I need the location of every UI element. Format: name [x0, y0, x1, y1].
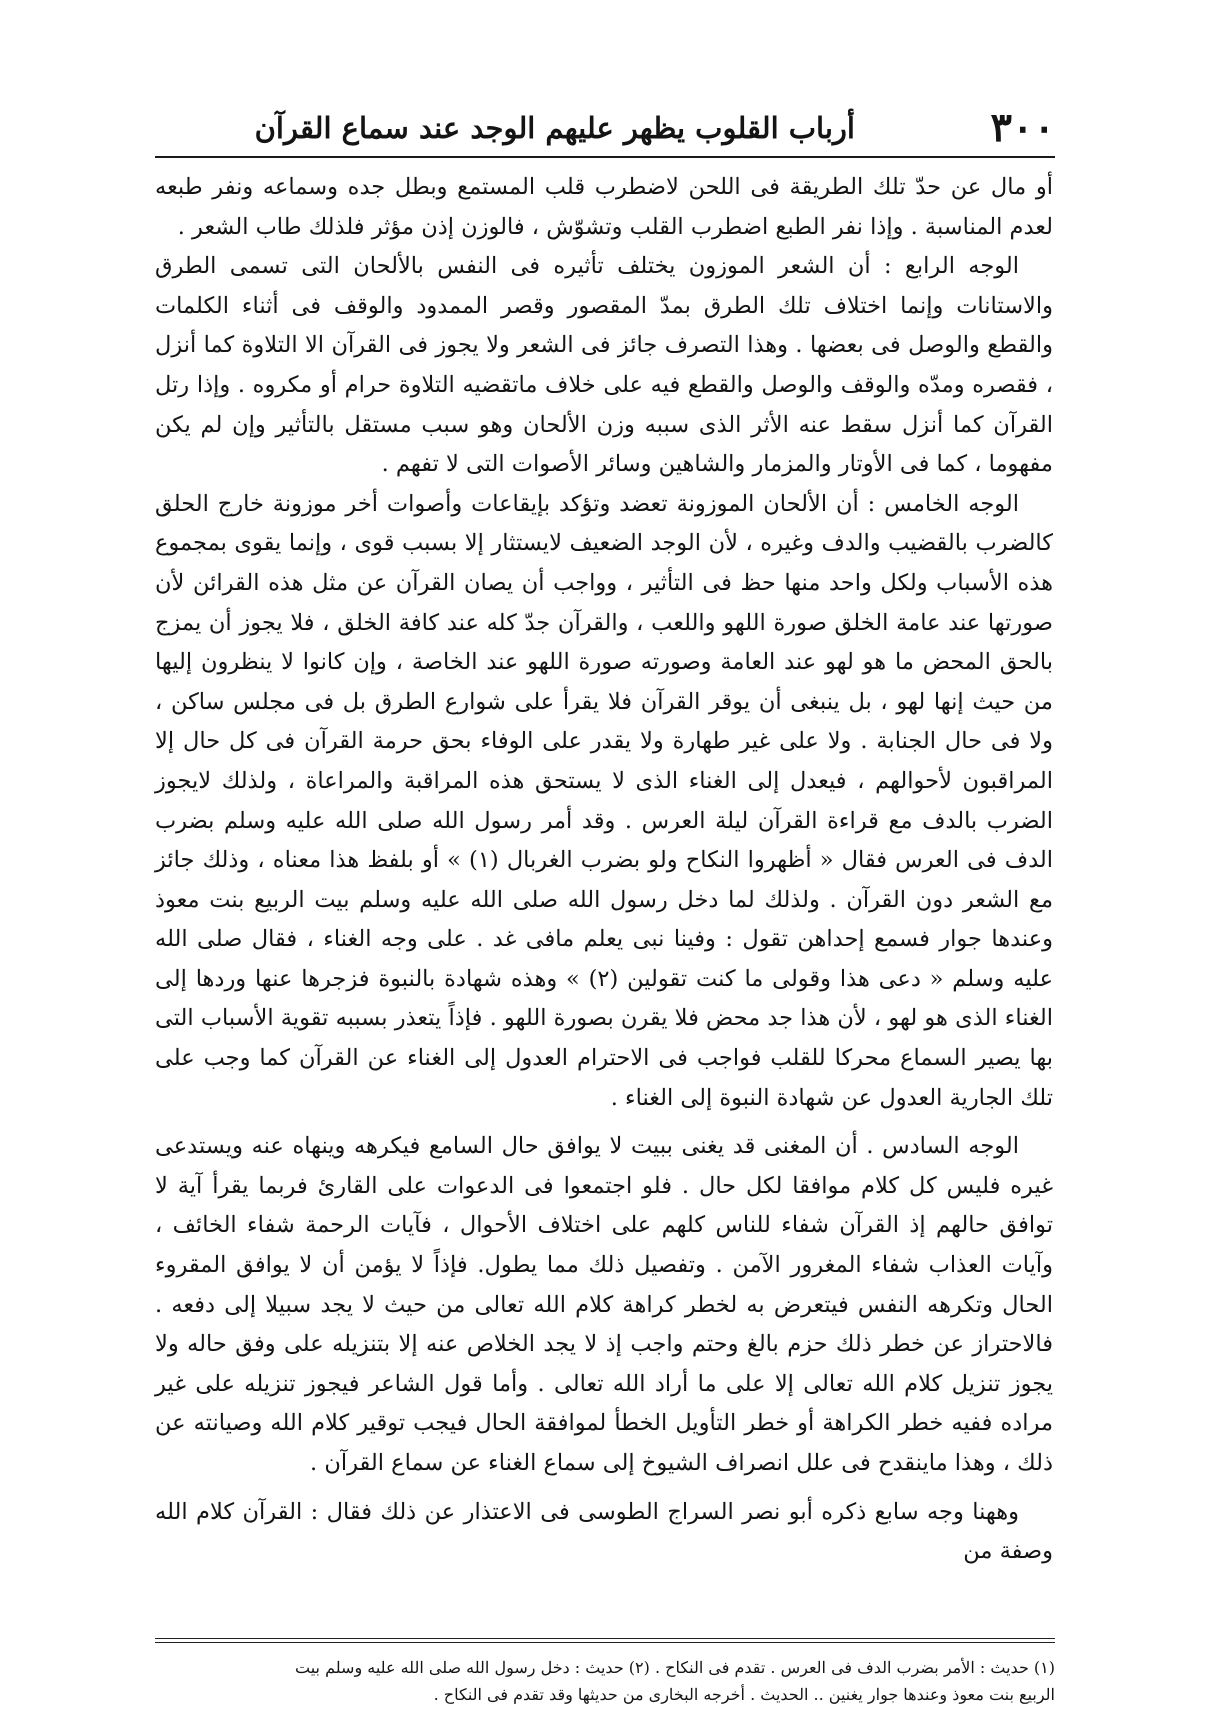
paragraph: الوجه السادس . أن المغنى قد يغنى ببيت لا يوافق حال السامع فيكرهه وينهاه عنه ويستدعى غيره فليس كل كلام موافقا لكل حال . فلو اجتمعوا فى الدعوات على القارئ فربما يقرأ آية لا توافق حالهم إذ القرآن شفاء للناس كلهم على اختلاف الأحوال ، فآيات الرحمة شفاء الخائف ، وآيات العذاب شفاء المغرور الآمن . وتفصيل ذلك مما يطول. فإذاً لا يؤمن أن لا يوافق المقروء الحال وتكرهه النفس فيتعرض به لخطر كراهة كلام الله تعالى من حيث لا يجد سبيلا إلى دفعه . فالاحتراز عن خطر ذلك حزم بالغ وحتم واجب إذ لا يجد الخلاص عنه إلا بتنزيله على وفق حاله ولا يجوز تنزيل كلام الله تعالى إلا على ما أراد الله تعالى . وأما قول الشاعر فيجوز تنزيله على غير مراده ففيه خطر الكراهة أو خطر التأويل الخطأ لموافقة الحال فيجب توقير كلام الله وصيانته عن ذلك ، وهذا ماينقدح فى علل انصراف الشيوخ إلى سماع الغناء عن سماع القرآن . [155, 1133, 1053, 1476]
paragraph: الوجه الرابع : أن الشعر الموزون يختلف تأثيره فى النفس بالألحان التى تسمى الطرق والاستانات وإنما اختلاف تلك الطرق بمدّ المقصور وقصر الممدود والوقف فى أثناء الكلمات والقطع والوصل فى بعضها . وهذا التصرف جائز فى الشعر ولا يجوز فى القرآن الا التلاوة كما أنزل ، فقصره ومدّه والوقف والوصل والقطع فيه على خلاف ماتقضيه التلاوة حرام أو مكروه . وإذا رتل القرآن كما أنزل سقط عنه الأثر الذى سببه وزن الألحان وهو سبب مستقل بالتأثير وإن لم يكن مفهوما ، كما فى الأوتار والمزمار والشاهين وسائر الأصوات التى لا تفهم . [155, 253, 1053, 478]
footnote-line: (١) حديث : الأمر بضرب الدف فى العرس . تقدم فى النكاح . (٢) حديث : دخل رسول الله صلى الله عليه وسلم بيت [295, 1658, 1055, 1677]
footnote-line: الربيع بنت معوذ وعندها جوار يغنين .. الحديث . أخرجه البخارى من حديثها وقد تقدم فى النكاح . [433, 1685, 1055, 1704]
footnotes [155, 1654, 1055, 1708]
paragraph: الوجه الخامس : أن الألحان الموزونة تعضد وتؤكد بإيقاعات وأصوات أخر موزونة خارج الحلق كالضرب بالقضيب والدف وغيره ، لأن الوجد الضعيف لايستثار إلا بسبب قوى ، وإنما يقوى بمجموع هذه الأسباب ولكل واحد منها حظ فى التأثير ، وواجب أن يصان القرآن عن مثل هذه القرائن لأن صورتها عند عامة الخلق صورة اللهو واللعب ، والقرآن جدّ كله عند كافة الخلق ، فلا يجوز أن يمزج بالحق المحض ما هو لهو عند العامة وصورته صورة اللهو عند الخاصة ، وإن كانوا لا ينظرون إليها من حيث إنها لهو ، بل ينبغى أن يوقر القرآن فلا يقرأ على شوارع الطرق بل فى مجلس ساكن ، ولا فى حال الجنابة . ولا على غير طهارة ولا يقدر على الوفاء بحق حرمة القرآن فى كل حال إلا المراقبون لأحوالهم ، فيعدل إلى الغناء الذى لا يستحق هذه المراقبة والمراعاة ، ولذلك لايجوز الضرب بالدف مع قراءة القرآن ليلة العرس . وقد أمر رسول الله صلى الله عليه وسلم بضرب الدف فى العرس فقال « أظهروا النكاح ولو بضرب الغربال (١) » أو بلفظ هذا معناه ، وذلك جائز مع الشعر دون القرآن . ولذلك لما دخل رسول الله صلى الله عليه وسلم بيت الربيع بنت معوذ وعندها جوار فسمع إحداهن تقول : وفينا نبى يعلم مافى غد . على وجه الغناء ، فقال صلى الله عليه وسلم « دعى هذا وقولى ما كنت تقولين (٢) » وهذه شهادة بالنبوة فزجرها عنها وردها إلى الغناء الذى هو لهو ، لأن هذا جد محض فلا يقرن بصورة اللهو . فإذاً يتعذر بسببه تقوية الأسباب التى بها يصير السماع محركا للقلب فواجب فى الاحترام العدول إلى الغناء عن القرآن كما وجب على تلك الجارية العدول عن شهادة النبوة إلى الغناء . [155, 490, 1053, 1111]
paragraph: أو مال عن حدّ تلك الطريقة فى اللحن لاضطرب قلب المستمع وبطل جده وسماعه ونفر طبعه لعدم المناسبة . وإذا نفر الطبع اضطرب القلب وتشوّش ، فالوزن إذن مؤثر فلذلك طاب الشعر . [155, 174, 1053, 240]
page-number: ٣٠٠ [990, 104, 1055, 151]
main-text [155, 168, 1053, 1572]
header-divider [155, 156, 1055, 158]
paragraph: وههنا وجه سابع ذكره أبو نصر السراج الطوسى فى الاعتذار عن ذلك فقال : القرآن كلام الله وصفة من [155, 1498, 1053, 1565]
footnote-divider [155, 1638, 1055, 1643]
page-header [155, 104, 1055, 158]
running-title: أرباب القلوب يظهر عليهم الوجد عند سماع القرآن [254, 111, 855, 145]
